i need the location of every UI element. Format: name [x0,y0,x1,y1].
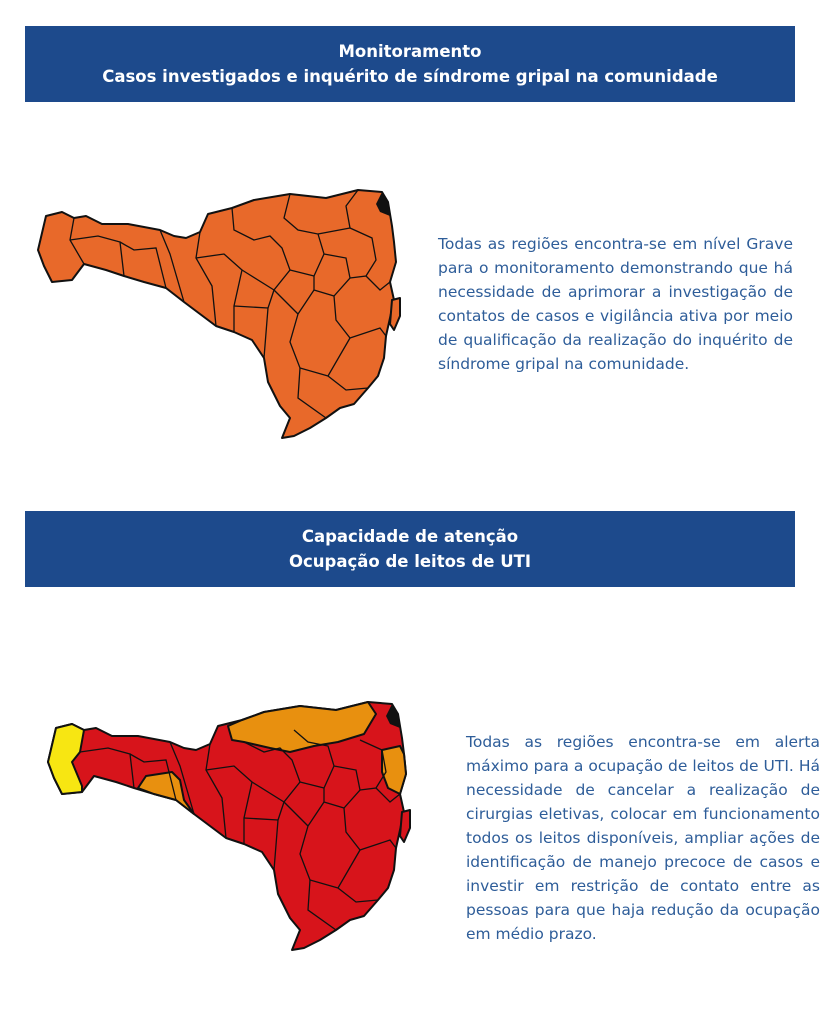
section-title: Capacidade de atenção [301,527,519,546]
santa-catarina-map-uti [38,690,428,970]
island [390,298,400,330]
section-header-capacidade [25,511,795,587]
uti-description: Todas as regiões encontra-se em alerta máximo para a ocupação de leitos de UTI. Há necessidade de cancelar a realização de cirurgias eletivas, colocar em funcionamento todos os leitos disponíveis, ampliar ações de identificação de manejo precoce de casos e investir em restrição de contato entre as pessoas para que haja redução da ocupação em médio prazo. [466,732,820,943]
map-outline [48,702,406,950]
section-subtitle: Ocupação de leitos de UTI [288,552,532,571]
section-header-monitoramento [25,26,795,102]
monitoramento-description: Todas as regiões encontra-se em nível Grave para o monitoramento demonstrando que há necessidade de aprimorar a investigação de contatos de casos e vigilância ativa por meio de qualificação da realização do inquérito de síndrome gripal na comunidade. [438,234,793,373]
island [400,810,410,842]
santa-catarina-map-monitoramento [28,178,408,458]
map-outline [38,190,396,438]
section-title: Monitoramento [338,42,482,61]
section-subtitle: Casos investigados e inquérito de síndrome gripal na comunidade [102,67,718,86]
